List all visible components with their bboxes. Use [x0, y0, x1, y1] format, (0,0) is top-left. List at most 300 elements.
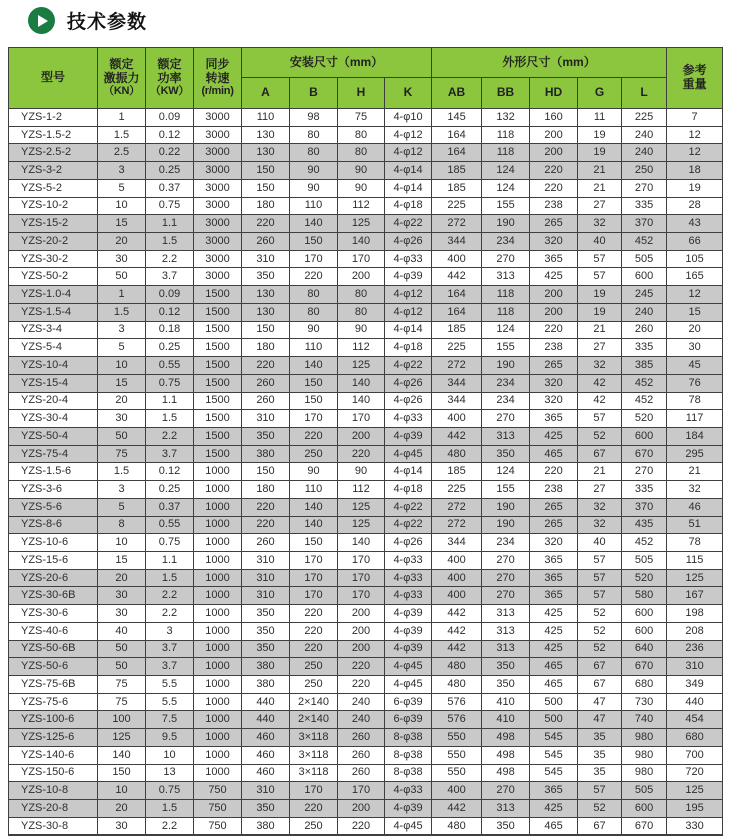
value-cell: 680 [667, 729, 723, 747]
value-cell: 440 [242, 711, 290, 729]
table-row [9, 693, 723, 711]
value-cell: 0.12 [146, 463, 194, 481]
value-cell: 90 [338, 162, 385, 180]
value-cell: 480 [432, 676, 482, 694]
value-cell: 42 [578, 374, 622, 392]
value-cell: 442 [432, 800, 482, 818]
value-cell: 40 [98, 622, 146, 640]
value-cell: 452 [622, 374, 667, 392]
col-header-bb: BB [482, 78, 530, 109]
value-cell: 4-φ12 [385, 126, 432, 144]
value-cell: 234 [482, 233, 530, 251]
table-row [9, 144, 723, 162]
value-cell: 225 [622, 109, 667, 127]
value-cell: 750 [194, 817, 242, 835]
model-cell: YZS-1.5-6 [9, 463, 98, 481]
value-cell: 1500 [194, 410, 242, 428]
value-cell: 465 [530, 658, 578, 676]
value-cell: 260 [242, 374, 290, 392]
value-cell: 1 [98, 109, 146, 127]
col-header-g: G [578, 78, 622, 109]
model-cell: YZS-50-6B [9, 640, 98, 658]
value-cell: 410 [482, 711, 530, 729]
value-cell: 1000 [194, 587, 242, 605]
value-cell: 125 [338, 357, 385, 375]
value-cell: 344 [432, 392, 482, 410]
value-cell: 150 [98, 764, 146, 782]
value-cell: 4-φ12 [385, 303, 432, 321]
value-cell: 260 [338, 746, 385, 764]
value-cell: 350 [242, 268, 290, 286]
value-cell: 15 [98, 215, 146, 233]
value-cell: 238 [530, 339, 578, 357]
value-cell: 4-φ18 [385, 339, 432, 357]
value-cell: 110 [290, 481, 338, 499]
value-cell: 270 [482, 782, 530, 800]
value-cell: 234 [482, 392, 530, 410]
value-cell: 4-φ22 [385, 215, 432, 233]
value-cell: 3×118 [290, 729, 338, 747]
value-cell: 190 [482, 215, 530, 233]
value-cell: 90 [338, 179, 385, 197]
value-cell: 75 [98, 693, 146, 711]
table-row [9, 410, 723, 428]
value-cell: 234 [482, 534, 530, 552]
value-cell: 27 [578, 339, 622, 357]
value-cell: 75 [338, 109, 385, 127]
value-cell: 80 [338, 144, 385, 162]
model-cell: YZS-10-8 [9, 782, 98, 800]
value-cell: 10 [98, 534, 146, 552]
value-cell: 42 [578, 392, 622, 410]
value-cell: 1.5 [146, 233, 194, 251]
value-cell: 1000 [194, 516, 242, 534]
value-cell: 18 [667, 162, 723, 180]
value-cell: 260 [338, 729, 385, 747]
table-row [9, 374, 723, 392]
value-cell: 3000 [194, 250, 242, 268]
value-cell: 365 [530, 410, 578, 428]
value-cell: 52 [578, 800, 622, 818]
value-cell: 442 [432, 622, 482, 640]
value-cell: 3×118 [290, 764, 338, 782]
value-cell: 250 [290, 817, 338, 835]
section-title: 技术参数 [67, 12, 148, 33]
value-cell: 8-φ38 [385, 764, 432, 782]
value-cell: 260 [242, 233, 290, 251]
col-header-l: L [622, 78, 667, 109]
value-cell: 240 [338, 693, 385, 711]
value-cell: 3.7 [146, 268, 194, 286]
value-cell: 150 [242, 463, 290, 481]
value-cell: 190 [482, 498, 530, 516]
value-cell: 3000 [194, 109, 242, 127]
value-cell: 245 [622, 286, 667, 304]
value-cell: 80 [338, 303, 385, 321]
value-cell: 118 [482, 303, 530, 321]
value-cell: 240 [622, 126, 667, 144]
section-header [28, 7, 147, 34]
value-cell: 170 [290, 551, 338, 569]
value-cell: 270 [482, 551, 530, 569]
model-cell: YZS-20-8 [9, 800, 98, 818]
value-cell: 270 [622, 463, 667, 481]
col-header-model: 型号 [9, 48, 98, 109]
model-cell: YZS-40-6 [9, 622, 98, 640]
value-cell: 3000 [194, 215, 242, 233]
value-cell: 50 [98, 658, 146, 676]
value-cell: 505 [622, 782, 667, 800]
value-cell: 344 [432, 534, 482, 552]
value-cell: 50 [98, 268, 146, 286]
value-cell: 350 [482, 658, 530, 676]
value-cell: 20 [98, 569, 146, 587]
value-cell: 167 [667, 587, 723, 605]
value-cell: 35 [578, 746, 622, 764]
spec-table [8, 47, 723, 836]
value-cell: 220 [290, 800, 338, 818]
value-cell: 600 [622, 605, 667, 623]
value-cell: 600 [622, 800, 667, 818]
value-cell: 520 [622, 410, 667, 428]
table-header [9, 48, 723, 109]
value-cell: 310 [242, 782, 290, 800]
value-cell: 21 [578, 162, 622, 180]
value-cell: 118 [482, 144, 530, 162]
value-cell: 2.2 [146, 587, 194, 605]
value-cell: 125 [667, 569, 723, 587]
value-cell: 4-φ45 [385, 817, 432, 835]
value-cell: 313 [482, 427, 530, 445]
value-cell: 10 [98, 357, 146, 375]
value-cell: 200 [338, 800, 385, 818]
value-cell: 4-φ33 [385, 782, 432, 800]
value-cell: 4-φ22 [385, 498, 432, 516]
value-cell: 130 [242, 126, 290, 144]
value-cell: 442 [432, 640, 482, 658]
value-cell: 4-φ33 [385, 587, 432, 605]
value-cell: 124 [482, 321, 530, 339]
value-cell: 10 [98, 782, 146, 800]
value-cell: 80 [338, 126, 385, 144]
table-row [9, 303, 723, 321]
table-row [9, 746, 723, 764]
value-cell: 150 [242, 162, 290, 180]
value-cell: 125 [338, 516, 385, 534]
value-cell: 349 [667, 676, 723, 694]
value-cell: 57 [578, 569, 622, 587]
value-cell: 12 [667, 144, 723, 162]
value-cell: 670 [622, 817, 667, 835]
value-cell: 67 [578, 676, 622, 694]
value-cell: 155 [482, 339, 530, 357]
value-cell: 272 [432, 516, 482, 534]
model-cell: YZS-1.5-2 [9, 126, 98, 144]
value-cell: 32 [578, 498, 622, 516]
value-cell: 350 [242, 622, 290, 640]
value-cell: 4-φ45 [385, 445, 432, 463]
value-cell: 51 [667, 516, 723, 534]
value-cell: 0.55 [146, 357, 194, 375]
value-cell: 310 [667, 658, 723, 676]
value-cell: 52 [578, 605, 622, 623]
value-cell: 4-φ45 [385, 658, 432, 676]
value-cell: 220 [338, 676, 385, 694]
value-cell: 250 [622, 162, 667, 180]
value-cell: 460 [242, 764, 290, 782]
value-cell: 8 [98, 516, 146, 534]
value-cell: 350 [482, 817, 530, 835]
value-cell: 400 [432, 569, 482, 587]
value-cell: 0.55 [146, 516, 194, 534]
value-cell: 0.09 [146, 109, 194, 127]
value-cell: 98 [290, 109, 338, 127]
value-cell: 19 [578, 126, 622, 144]
value-cell: 313 [482, 800, 530, 818]
value-cell: 150 [242, 321, 290, 339]
value-cell: 170 [290, 587, 338, 605]
value-cell: 220 [290, 622, 338, 640]
model-cell: YZS-10-6 [9, 534, 98, 552]
model-cell: YZS-1.5-4 [9, 303, 98, 321]
value-cell: 365 [530, 551, 578, 569]
model-cell: YZS-75-6B [9, 676, 98, 694]
table-row [9, 233, 723, 251]
value-cell: 52 [578, 640, 622, 658]
col-header-weight: 参考 重量 [667, 48, 723, 109]
value-cell: 208 [667, 622, 723, 640]
value-cell: 32 [667, 481, 723, 499]
table-row [9, 109, 723, 127]
value-cell: 320 [530, 392, 578, 410]
value-cell: 170 [290, 410, 338, 428]
value-cell: 270 [482, 250, 530, 268]
value-cell: 0.25 [146, 162, 194, 180]
value-cell: 4-φ39 [385, 622, 432, 640]
value-cell: 3000 [194, 162, 242, 180]
value-cell: 365 [530, 250, 578, 268]
value-cell: 670 [622, 445, 667, 463]
table-row [9, 357, 723, 375]
value-cell: 1.5 [146, 410, 194, 428]
value-cell: 4-φ14 [385, 179, 432, 197]
value-cell: 730 [622, 693, 667, 711]
value-cell: 550 [432, 746, 482, 764]
value-cell: 500 [530, 711, 578, 729]
model-cell: YZS-15-2 [9, 215, 98, 233]
value-cell: 4-φ33 [385, 250, 432, 268]
value-cell: 1500 [194, 286, 242, 304]
value-cell: 330 [667, 817, 723, 835]
value-cell: 1000 [194, 658, 242, 676]
value-cell: 270 [482, 410, 530, 428]
value-cell: 380 [242, 676, 290, 694]
value-cell: 8-φ38 [385, 746, 432, 764]
table-row [9, 445, 723, 463]
value-cell: 185 [432, 162, 482, 180]
model-cell: YZS-20-2 [9, 233, 98, 251]
value-cell: 350 [242, 640, 290, 658]
table-row [9, 551, 723, 569]
value-cell: 1000 [194, 551, 242, 569]
value-cell: 465 [530, 445, 578, 463]
value-cell: 2.2 [146, 427, 194, 445]
value-cell: 0.12 [146, 126, 194, 144]
value-cell: 700 [667, 746, 723, 764]
value-cell: 350 [242, 800, 290, 818]
value-cell: 250 [290, 658, 338, 676]
value-cell: 0.37 [146, 179, 194, 197]
value-cell: 200 [530, 126, 578, 144]
value-cell: 320 [530, 374, 578, 392]
value-cell: 4-φ12 [385, 286, 432, 304]
value-cell: 480 [432, 445, 482, 463]
value-cell: 195 [667, 800, 723, 818]
table-row [9, 516, 723, 534]
value-cell: 4-φ45 [385, 676, 432, 694]
value-cell: 400 [432, 410, 482, 428]
value-cell: 200 [530, 286, 578, 304]
value-cell: 380 [242, 658, 290, 676]
value-cell: 425 [530, 622, 578, 640]
value-cell: 0.12 [146, 303, 194, 321]
value-cell: 3.7 [146, 658, 194, 676]
value-cell: 170 [290, 250, 338, 268]
value-cell: 130 [242, 303, 290, 321]
value-cell: 220 [290, 268, 338, 286]
value-cell: 480 [432, 658, 482, 676]
value-cell: 365 [530, 569, 578, 587]
value-cell: 310 [242, 569, 290, 587]
model-cell: YZS-15-4 [9, 374, 98, 392]
value-cell: 385 [622, 357, 667, 375]
table-row [9, 339, 723, 357]
group-header-install-size: 安装尺寸（mm） [242, 48, 432, 78]
value-cell: 200 [530, 144, 578, 162]
model-cell: YZS-75-6 [9, 693, 98, 711]
table-row [9, 286, 723, 304]
value-cell: 124 [482, 179, 530, 197]
value-cell: 0.25 [146, 481, 194, 499]
value-cell: 35 [578, 764, 622, 782]
value-cell: 140 [98, 746, 146, 764]
col-header-hd: HD [530, 78, 578, 109]
value-cell: 118 [482, 126, 530, 144]
model-cell: YZS-30-8 [9, 817, 98, 835]
col-header-h: H [338, 78, 385, 109]
value-cell: 3.7 [146, 445, 194, 463]
value-cell: 43 [667, 215, 723, 233]
value-cell: 160 [530, 109, 578, 127]
value-cell: 4-φ14 [385, 321, 432, 339]
table-row [9, 640, 723, 658]
value-cell: 112 [338, 339, 385, 357]
value-cell: 220 [242, 357, 290, 375]
value-cell: 4-φ14 [385, 463, 432, 481]
value-cell: 170 [290, 782, 338, 800]
model-cell: YZS-20-6 [9, 569, 98, 587]
value-cell: 313 [482, 605, 530, 623]
table-row [9, 321, 723, 339]
value-cell: 90 [338, 321, 385, 339]
value-cell: 57 [578, 250, 622, 268]
value-cell: 35 [578, 729, 622, 747]
value-cell: 220 [530, 162, 578, 180]
value-cell: 1000 [194, 693, 242, 711]
value-cell: 270 [482, 569, 530, 587]
value-cell: 400 [432, 587, 482, 605]
value-cell: 225 [432, 339, 482, 357]
value-cell: 3000 [194, 197, 242, 215]
value-cell: 67 [578, 445, 622, 463]
value-cell: 260 [622, 321, 667, 339]
value-cell: 110 [290, 339, 338, 357]
value-cell: 313 [482, 622, 530, 640]
spec-table-body [9, 109, 723, 836]
value-cell: 80 [290, 286, 338, 304]
value-cell: 365 [530, 782, 578, 800]
value-cell: 140 [338, 534, 385, 552]
value-cell: 30 [98, 587, 146, 605]
table-row [9, 268, 723, 286]
model-cell: YZS-3-4 [9, 321, 98, 339]
value-cell: 1.5 [98, 126, 146, 144]
value-cell: 115 [667, 551, 723, 569]
model-cell: YZS-15-6 [9, 551, 98, 569]
value-cell: 21 [667, 463, 723, 481]
value-cell: 13 [146, 764, 194, 782]
value-cell: 265 [530, 215, 578, 233]
value-cell: 4-φ12 [385, 144, 432, 162]
value-cell: 425 [530, 605, 578, 623]
value-cell: 105 [667, 250, 723, 268]
value-cell: 155 [482, 481, 530, 499]
value-cell: 80 [338, 286, 385, 304]
value-cell: 1500 [194, 321, 242, 339]
value-cell: 452 [622, 534, 667, 552]
value-cell: 1500 [194, 303, 242, 321]
col-header-k: K [385, 78, 432, 109]
value-cell: 5.5 [146, 693, 194, 711]
value-cell: 100 [98, 711, 146, 729]
value-cell: 1000 [194, 622, 242, 640]
value-cell: 425 [530, 640, 578, 658]
value-cell: 20 [667, 321, 723, 339]
value-cell: 0.22 [146, 144, 194, 162]
value-cell: 15 [98, 374, 146, 392]
value-cell: 124 [482, 162, 530, 180]
value-cell: 740 [622, 711, 667, 729]
model-cell: YZS-5-6 [9, 498, 98, 516]
model-cell: YZS-3-2 [9, 162, 98, 180]
value-cell: 90 [290, 321, 338, 339]
value-cell: 680 [622, 676, 667, 694]
value-cell: 165 [667, 268, 723, 286]
value-cell: 80 [290, 126, 338, 144]
model-cell: YZS-100-6 [9, 711, 98, 729]
value-cell: 2.2 [146, 605, 194, 623]
value-cell: 350 [482, 676, 530, 694]
value-cell: 272 [432, 498, 482, 516]
value-cell: 27 [578, 481, 622, 499]
value-cell: 480 [432, 817, 482, 835]
value-cell: 30 [667, 339, 723, 357]
table-row [9, 676, 723, 694]
value-cell: 1000 [194, 463, 242, 481]
value-cell: 4-φ39 [385, 427, 432, 445]
value-cell: 90 [290, 179, 338, 197]
model-cell: YZS-30-6 [9, 605, 98, 623]
